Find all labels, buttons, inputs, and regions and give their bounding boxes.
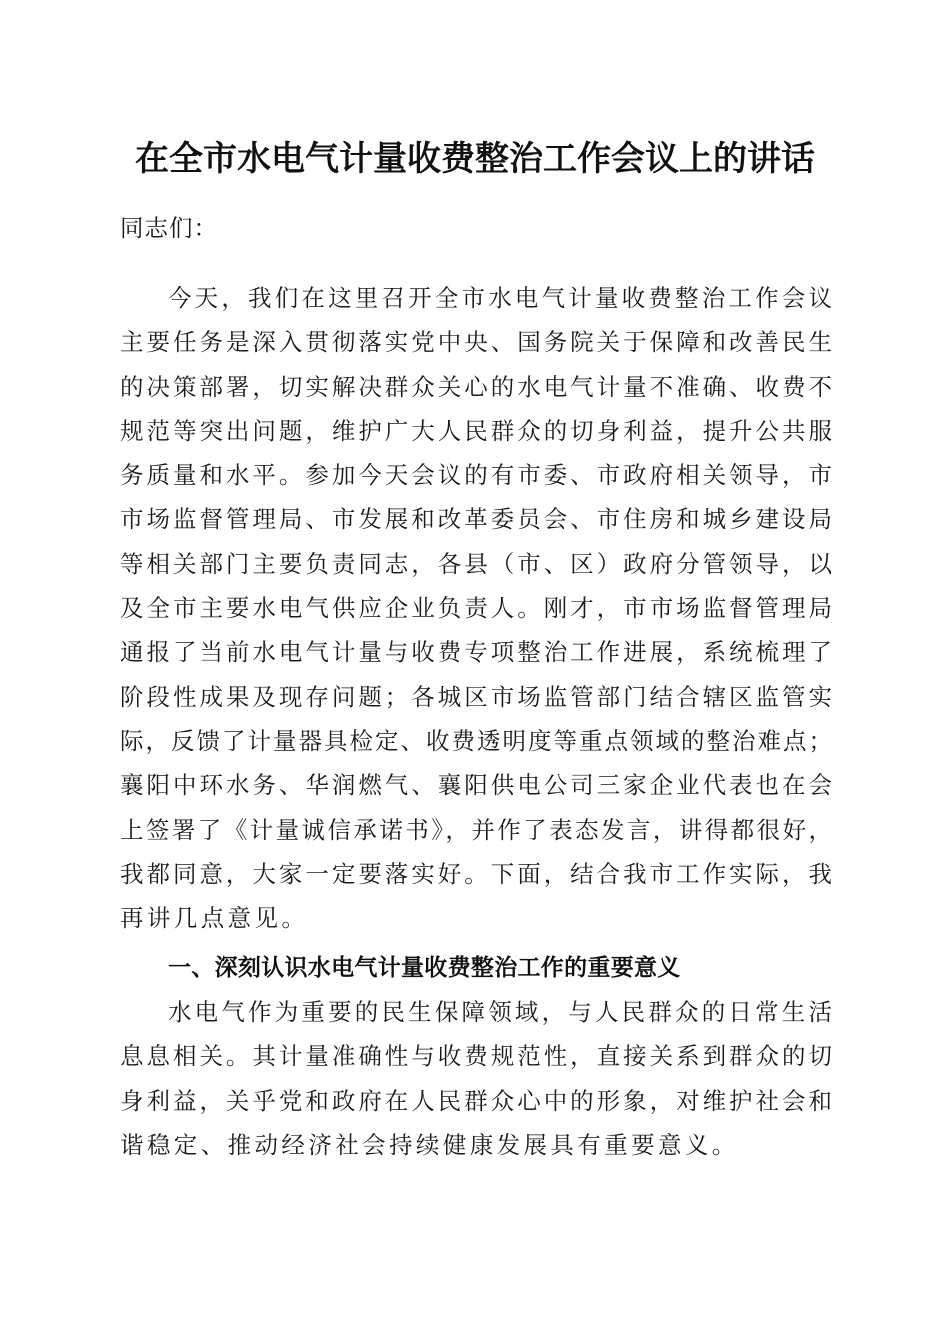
paragraph-2 xyxy=(120,990,832,1167)
paragraph-line: 水电气作为重要的民生保障领域，与人民群众的日常生活 xyxy=(168,998,832,1026)
paragraph-line: 襄阳中环水务、华润燃气、襄阳供电公司三家企业代表也在会 xyxy=(120,771,832,800)
paragraph-line: 今天，我们在这里召开全市水电气计量收费整治工作会议 xyxy=(168,284,832,312)
paragraph-line: 我都同意，大家一定要落实好。下面，结合我市工作实际，我 xyxy=(120,859,832,888)
paragraph-line: 息息相关。其计量准确性与收费规范性，直接关系到群众的切 xyxy=(120,1042,832,1071)
paragraph-line: 主要任务是深入贯彻落实党中央、国务院关于保障和改善民生 xyxy=(120,328,832,357)
paragraph-line: 再讲几点意见。 xyxy=(120,904,309,933)
document-title: 在全市水电气计量收费整治工作会议上的讲话 xyxy=(135,139,815,179)
paragraph-line: 的决策部署，切实解决群众关心的水电气计量不准确、收费不 xyxy=(120,372,832,401)
paragraph-1 xyxy=(120,276,832,940)
paragraph-line: 务质量和水平。参加今天会议的有市委、市政府相关领导，市 xyxy=(120,461,832,490)
paragraph-line: 及全市主要水电气供应企业负责人。刚才，市市场监督管理局 xyxy=(120,594,832,623)
salutation: 同志们： xyxy=(120,214,218,242)
paragraph-line: 规范等突出问题，维护广大人民群众的切身利益，提升公共服 xyxy=(120,416,832,445)
paragraph-line: 通报了当前水电气计量与收费专项整治工作进展，系统梳理了 xyxy=(120,638,832,667)
paragraph-line: 市场监督管理局、市发展和改革委员会、市住房和城乡建设局 xyxy=(120,505,832,534)
section-heading: 一、深刻认识水电气计量收费整治工作的重要意义 xyxy=(168,955,681,981)
paragraph-line: 谐稳定、推动经济社会持续健康发展具有重要意义。 xyxy=(120,1130,739,1159)
paragraph-line: 阶段性成果及现存问题；各城区市场监管部门结合辖区监管实 xyxy=(120,682,832,711)
paragraph-line: 身利益，关乎党和政府在人民群众心中的形象，对维护社会和 xyxy=(120,1086,832,1115)
paragraph-line: 等相关部门主要负责同志，各县（市、区）政府分管领导，以 xyxy=(120,549,832,578)
paragraph-line: 上签署了《计量诚信承诺书》，并作了表态发言，讲得都很好， xyxy=(120,815,832,844)
paragraph-line: 际，反馈了计量器具检定、收费透明度等重点领域的整治难点； xyxy=(120,726,832,755)
